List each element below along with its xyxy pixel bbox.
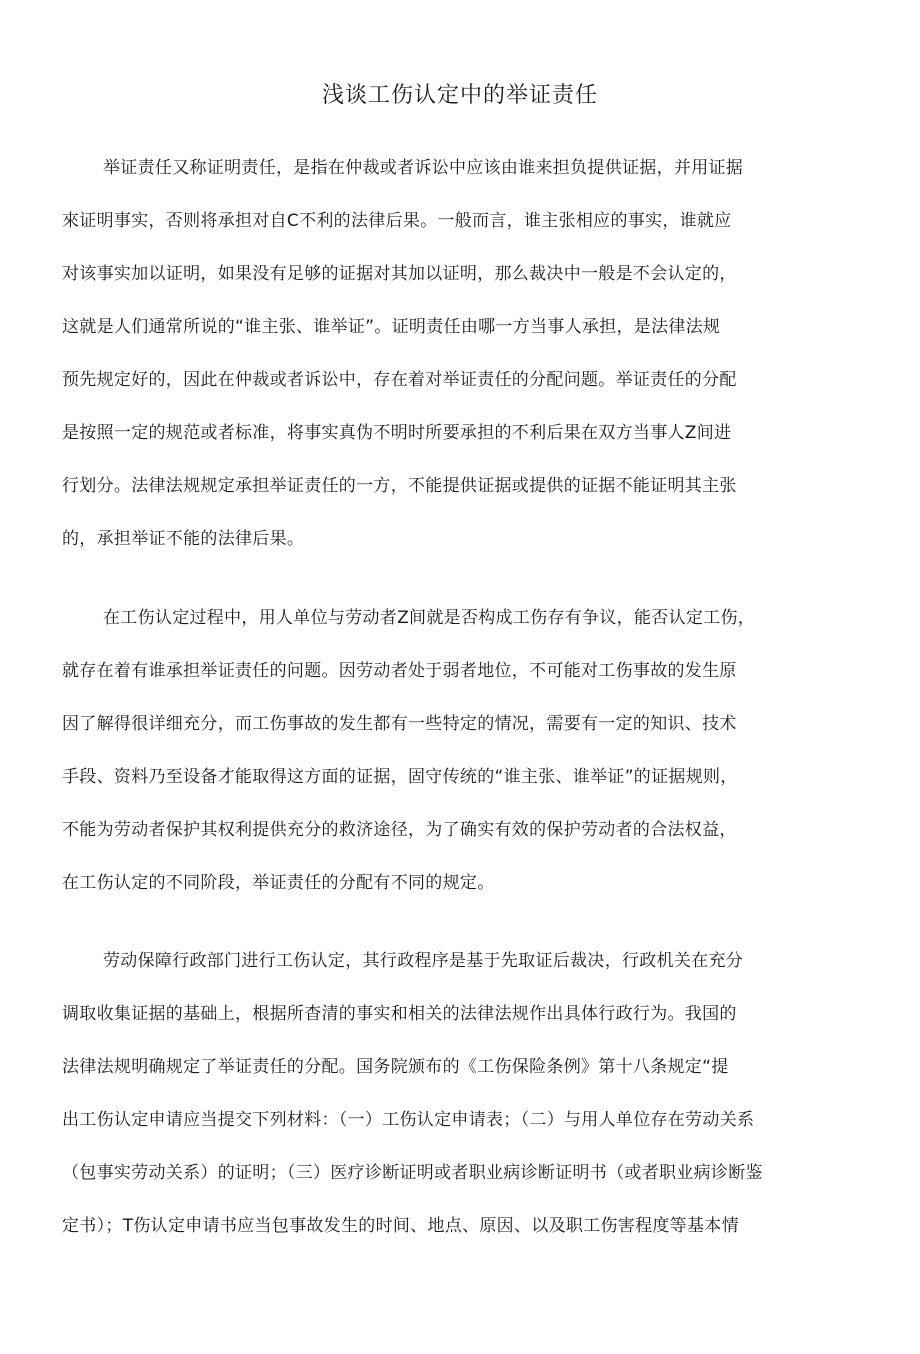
paragraph-3-line-6: 定书）；T伤认定申请书应当包事故发生的时间、地点、原因、以及职工伤害程度等基本情: [62, 1216, 739, 1236]
paragraph-2-line-4: 手段、资料乃至设备才能取得这方面的证据，固守传统的“谁主张、谁举证”的证据规则，: [62, 767, 738, 787]
paragraph-2-line-5: 不能为劳动者保护其权利提供充分的救济途径，为了确实有效的保护劳动者的合法权益，: [62, 820, 737, 840]
paragraph-2-line-6: 在工伤认定的不同阶段，举证责任的分配有不同的规定。: [62, 873, 495, 893]
paragraph-3-line-5: （包事实劳动关系）的证明；（三）医疗诊断证明或者职业病诊断证明书（或者职业病诊断鉴: [62, 1163, 763, 1183]
paragraph-1-line-6: 是按照一定的规范或者标准，将事实真伪不明时所要承担的不利后果在双方当事人Z间进: [62, 423, 732, 443]
paragraph-2-line-1: 在工伤认定过程中，用人单位与劳动者Z间就是否构成工伤存有争议，能否认定工伤，: [103, 608, 756, 628]
paragraph-1-line-4: 这就是人们通常所说的“谁主张、谁举证”。证明责任由哪一方当事人承担，是法律法规: [62, 317, 721, 337]
paragraph-1-line-7: 行划分。法律法规规定承担举证责任的一方，不能提供证据或提供的证据不能证明其主张: [62, 476, 737, 496]
paragraph-1-line-5: 预先规定好的，因此在仲裁或者诉讼中，存在着对举证责任的分配问题。举证责任的分配: [62, 370, 737, 390]
paragraph-1-line-8: 的，承担举证不能的法律后果。: [62, 529, 305, 549]
paragraph-3-line-1: 劳动保障行政部门进行工伤认定，其行政程序是基于先取证后裁决，行政机关在充分: [103, 951, 744, 971]
paragraph-2-line-2: 就存在着有谁承担举证责任的问题。因劳动者处于弱者地位，不可能对工伤事故的发生原: [62, 661, 737, 681]
paragraph-3-line-4: 出工伤认定申请应当提交下列材料：（一）工伤认定申请表；（二）与用人单位存在劳动关系: [62, 1110, 755, 1130]
paragraph-1-line-2: 來证明事实，否则将承担对自C不利的法律后果。一般而言，谁主张相应的事实，谁就应: [62, 211, 732, 231]
paragraph-3-line-3: 法律法规明确规定了举证责任的分配。国务院颁布的《工伤保险条例》第十八条规定“提: [62, 1057, 729, 1077]
paragraph-3-line-2: 调取收集证据的基础上，根据所杳清的事实和相关的法律法规作出具体行政行为。我国的: [62, 1004, 737, 1024]
document-title: 浅谈工伤认定中的举证责任: [321, 83, 598, 108]
paragraph-1-line-1: 举证责任又称证明责任，是指在仲裁或者诉讼中应该由谁来担负提供证据，并用证据: [103, 158, 744, 178]
paragraph-1-line-3: 对该事实加以证明，如果没有足够的证据对其加以证明，那么裁决中一般是不会认定的，: [62, 264, 737, 284]
paragraph-2-line-3: 因了解得很详细充分，而工伤事故的发生都有一些特定的情况，需要有一定的知识、技术: [62, 714, 737, 734]
